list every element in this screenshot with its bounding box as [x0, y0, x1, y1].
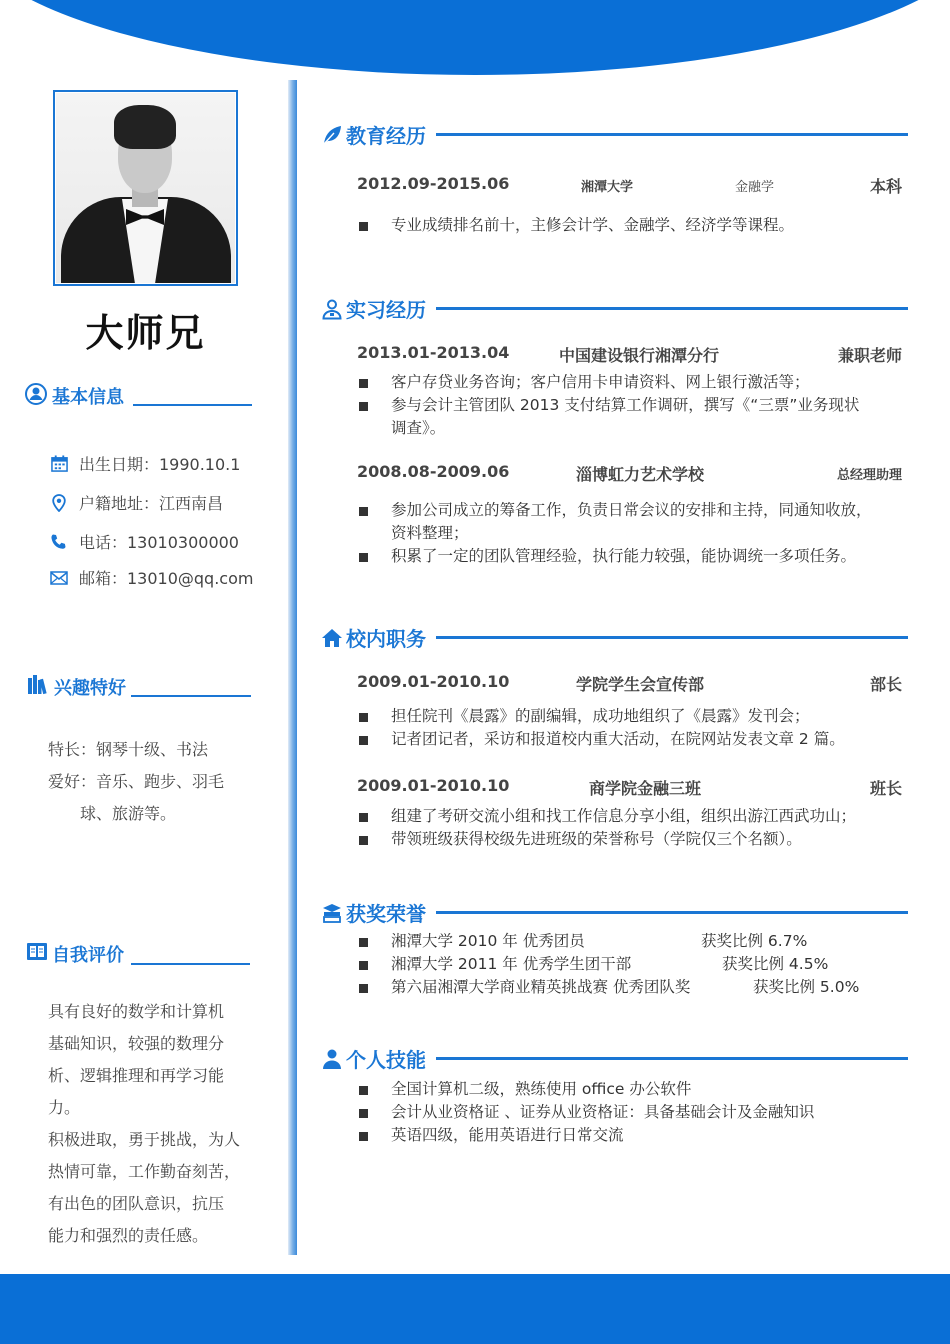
- self-eval-text: [48, 996, 258, 1252]
- entry-date: 2009.01-2010.10: [357, 776, 510, 795]
- entry-date: 2009.01-2010.10: [357, 672, 510, 691]
- notebook-icon: [26, 940, 48, 967]
- education-title: 教育经历: [346, 124, 426, 148]
- entry-major: 金融学: [735, 180, 775, 195]
- basic-info-title: 基本信息: [52, 386, 124, 408]
- skills-list: [358, 1078, 908, 1147]
- bullet-cont-text: 调查》。: [391, 419, 446, 437]
- location-pin-icon: [48, 494, 70, 512]
- campus-entry: [357, 776, 902, 796]
- basic-info-rule: [133, 404, 252, 406]
- award-item: [358, 976, 908, 999]
- self-eval-line: 积极进取，勇于挑战，为人: [48, 1130, 241, 1149]
- basic-info-heading: [24, 381, 124, 410]
- self-eval-line: 基础知识，较强的数理分: [48, 1034, 225, 1053]
- internship-title: 实习经历: [346, 298, 426, 322]
- hobby-interests: 爱好：音乐、跑步、羽毛: [48, 772, 225, 791]
- self-eval-line: 有出色的团队意识，抗压: [48, 1194, 225, 1213]
- calendar-icon: [48, 455, 70, 472]
- profile-name: 大师兄: [85, 311, 206, 355]
- skills-title: 个人技能: [346, 1048, 426, 1072]
- hobbies-text: [48, 734, 258, 830]
- hometown-text: 户籍地址：江西南昌: [79, 494, 224, 513]
- home-icon: [320, 626, 344, 650]
- self-eval-title: 自我评价: [52, 944, 124, 966]
- email-text: 邮箱：13010@qq.com: [79, 569, 254, 588]
- user-circle-icon: [24, 381, 48, 410]
- skill-item: 全国计算机二级，熟练使用 office 办公软件: [358, 1078, 908, 1101]
- skills-heading: [320, 1044, 908, 1073]
- entry-role: 班长: [869, 779, 902, 798]
- hobbies-rule: [131, 695, 251, 697]
- column-divider: [288, 80, 297, 1255]
- bullet-item: 担任院刊《晨露》的副编辑，成功地组织了《晨露》发刊会；: [358, 705, 908, 728]
- self-eval-line: 析、逻辑推理和再学习能: [48, 1066, 225, 1085]
- awards-title: 获奖荣誉: [346, 902, 426, 926]
- hobby-specialty: 特长：钢琴十级、书法: [48, 740, 209, 759]
- entry-date: 2012.09-2015.06: [357, 174, 510, 193]
- award-name: 第六届湘潭大学商业精英挑战赛 优秀团队奖: [391, 978, 691, 996]
- awards-rule: [436, 911, 908, 914]
- bullet-item-cont: [358, 522, 908, 545]
- mail-icon: [48, 571, 70, 585]
- phone-icon: [48, 533, 70, 551]
- person-icon: [320, 1047, 344, 1071]
- entry-role: 兼职老师: [837, 346, 902, 365]
- bullet-item: 积累了一定的团队管理经验，执行能力较强，能协调统一多项任务。: [358, 545, 908, 568]
- campus-bullets-1: [358, 705, 908, 751]
- bullet-item: 参加公司成立的筹备工作，负责日常会议的安排和主持，同通知收放，: [358, 499, 908, 522]
- education-bullets: [358, 214, 908, 237]
- entry-org: 中国建设银行湘潭分行: [559, 346, 720, 365]
- birthdate-text: 出生日期：1990.10.1: [79, 455, 241, 474]
- education-entry: [357, 174, 902, 194]
- internship-bullets-1: [358, 371, 908, 440]
- awards-list: [358, 930, 908, 999]
- internship-bullets-2: [358, 499, 908, 568]
- bullet-cont-text: 资料整理；: [391, 524, 469, 542]
- info-hometown: [48, 491, 223, 514]
- campus-heading: [320, 623, 908, 652]
- bullet-item: 参与会计主管团队 2013 支付结算工作调研，撰写《“三票”业务现状: [358, 394, 908, 417]
- bullet-item-cont: [358, 417, 908, 440]
- skill-item: 会计从业资格证 、证券从业资格证：具备基础会计及金融知识: [358, 1101, 908, 1124]
- entry-org: 淄博虹力艺术学校: [576, 465, 705, 484]
- info-email: [48, 566, 253, 589]
- entry-org: 商学院金融三班: [589, 779, 702, 798]
- entry-school: 湘潭大学: [581, 180, 634, 195]
- bullet-item: 记者团记者，采访和报道校内重大活动，在院网站发表文章 2 篇。: [358, 728, 908, 751]
- profile-photo: [53, 90, 238, 286]
- leaf-icon: [320, 123, 344, 147]
- award-name: 湘潭大学 2011 年 优秀学生团干部: [391, 955, 632, 973]
- hobbies-heading: [26, 672, 126, 701]
- internship-rule: [436, 307, 908, 310]
- award-item: [358, 930, 908, 953]
- award-item: [358, 953, 908, 976]
- award-ratio: 获奖比例 4.5%: [722, 955, 829, 973]
- hobbies-title: 兴趣特好: [54, 677, 126, 699]
- self-eval-rule: [131, 963, 250, 965]
- entry-role: 总经理助理: [836, 468, 902, 483]
- top-banner: [0, 0, 950, 75]
- internship-entry: [357, 343, 902, 363]
- internship-entry: [357, 462, 902, 482]
- campus-rule: [436, 636, 908, 639]
- entry-date: 2013.01-2013.04: [357, 343, 510, 362]
- bullet-item: 专业成绩排名前十，主修会计学、金融学、经济学等课程。: [358, 214, 908, 237]
- award-ratio: 获奖比例 5.0%: [753, 978, 860, 996]
- entry-degree: 本科: [869, 177, 902, 196]
- campus-bullets-2: [358, 805, 908, 851]
- award-name: 湘潭大学 2010 年 优秀团员: [391, 932, 585, 950]
- campus-entry: [357, 672, 902, 692]
- education-rule: [436, 133, 908, 136]
- hobby-interests-cont: 球、旅游等。: [80, 804, 177, 823]
- education-heading: [320, 120, 908, 149]
- person-badge-icon: [320, 297, 344, 321]
- phone-text: 电话：13010300000: [79, 533, 239, 552]
- bullet-item: 带领班级获得校级先进班级的荣誉称号（学院仅三个名额）。: [358, 828, 908, 851]
- self-eval-line: 具有良好的数学和计算机: [48, 1002, 225, 1021]
- campus-title: 校内职务: [346, 627, 426, 651]
- awards-heading: [320, 898, 908, 927]
- info-phone: [48, 530, 239, 553]
- skill-item: 英语四级，能用英语进行日常交流: [358, 1124, 908, 1147]
- entry-date: 2008.08-2009.06: [357, 462, 510, 481]
- entry-role: 部长: [869, 675, 902, 694]
- info-birthdate: [48, 452, 240, 475]
- self-eval-line: 热情可靠，工作勤奋刻苦，: [48, 1162, 241, 1181]
- bullet-item: 客户存贷业务咨询；客户信用卡申请资料、网上银行激活等；: [358, 371, 908, 394]
- self-eval-line: 能力和强烈的责任感。: [48, 1226, 209, 1245]
- award-ratio: 获奖比例 6.7%: [701, 932, 808, 950]
- books-icon: [26, 672, 50, 701]
- self-eval-heading: [26, 940, 124, 967]
- award-books-icon: [320, 901, 344, 925]
- bullet-item: 组建了考研交流小组和找工作信息分享小组，组织出游江西武功山；: [358, 805, 908, 828]
- internship-heading: [320, 294, 908, 323]
- skills-rule: [436, 1057, 908, 1060]
- entry-org: 学院学生会宣传部: [576, 675, 705, 694]
- bottom-banner: [0, 1274, 950, 1344]
- self-eval-line: 力。: [48, 1098, 81, 1117]
